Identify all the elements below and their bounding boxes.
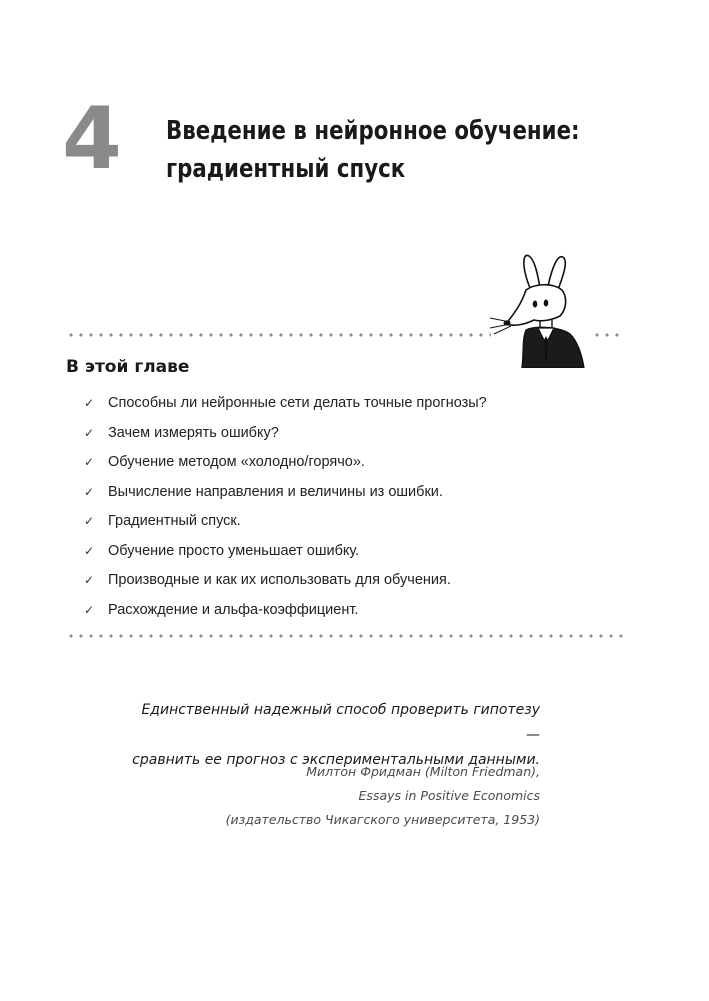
list-item [84, 566, 487, 596]
dotted-divider-top-left [66, 333, 491, 337]
list-item-text: Производные и как их использовать для обучения. [108, 572, 451, 588]
rat-mascot-illustration [486, 248, 590, 368]
check-icon: ✓ [84, 543, 95, 558]
epigraph-attribution [130, 760, 540, 832]
quote-publisher: (издательство Чикагского университета, 1953) [225, 812, 540, 827]
check-icon: ✓ [84, 425, 95, 440]
list-item [84, 537, 487, 567]
chapter-title-line-1: Введение в нейронное обучение: [166, 116, 580, 146]
check-icon: ✓ [84, 396, 95, 410]
list-item-text: Расхождение и альфа-коэффициент. [108, 601, 359, 618]
chapter-title [166, 112, 580, 188]
check-icon: ✓ [84, 514, 95, 528]
check-icon: ✓ [84, 484, 95, 499]
check-icon: ✓ [84, 573, 95, 587]
list-item [84, 507, 487, 537]
section-heading: В этой главе [66, 357, 190, 377]
chapter-title-line-2: градиентный спуск [166, 154, 406, 184]
list-item [84, 419, 487, 449]
list-item [84, 448, 487, 478]
list-item [84, 478, 487, 508]
list-item-text: Способны ли нейронные сети делать точные прогнозы? [108, 395, 487, 411]
list-item-text: Обучение просто уменьшает ошибку. [108, 542, 360, 559]
list-item [84, 596, 487, 626]
list-item-text: Вычисление направления и величины из ошибки. [108, 483, 443, 500]
list-item [84, 389, 487, 419]
dotted-divider-top-right [592, 333, 624, 337]
dotted-divider-bottom [66, 634, 624, 638]
check-icon: ✓ [84, 455, 95, 469]
quote-line-1: Единственный надежный способ проверить гипотезу — [141, 702, 540, 743]
list-item-text: Обучение методом «холодно/горячо». [108, 454, 365, 470]
topics-list [84, 389, 487, 625]
list-item-text: Градиентный спуск. [108, 513, 241, 529]
quote-work: Essays in Positive Economics [358, 788, 540, 803]
check-icon: ✓ [84, 602, 95, 617]
quote-author: Милтон Фридман (Milton Friedman), [306, 764, 540, 779]
list-item-text: Зачем измерять ошибку? [108, 424, 279, 441]
chapter-number: 4 [62, 89, 122, 189]
quote-line-2: сравнить ее прогноз с экспериментальными данными. [132, 752, 540, 768]
